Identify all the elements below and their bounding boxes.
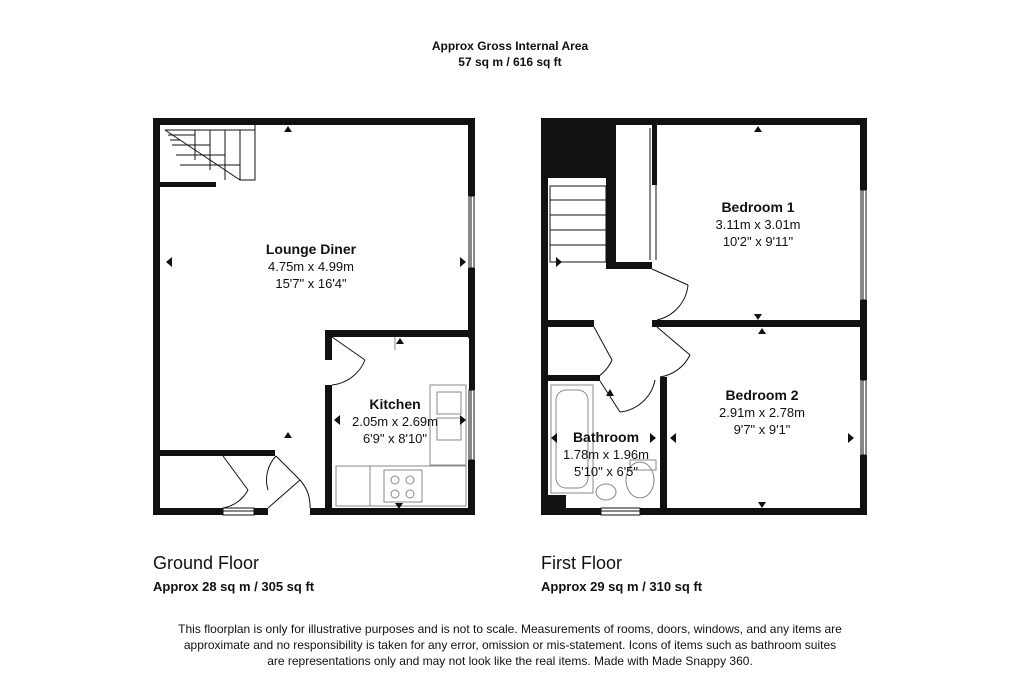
- room-imperial-kitchen: 6'9" x 8'10": [362, 431, 428, 446]
- room-label-bedroom-1: Bedroom 1: [721, 199, 795, 215]
- ground-floor-area: Approx 28 sq m / 305 sq ft: [153, 579, 315, 594]
- area-title: Approx Gross Internal Area: [431, 39, 589, 53]
- room-label-bathroom: Bathroom: [572, 429, 640, 445]
- disclaimer: [60, 621, 960, 669]
- disclaimer-line-1: This floorplan is only for illustrative purposes and is not to scale. Measurements of rooms, doors, windows, and any items are: [178, 622, 842, 636]
- room-metric-lounge-diner: 4.75m x 4.99m: [268, 259, 354, 274]
- ground-floor-title: Ground Floor: [153, 553, 260, 573]
- ground-floor-plan: [153, 118, 475, 515]
- first-floor-area: Approx 29 sq m / 310 sq ft: [541, 579, 703, 594]
- room-metric-bedroom-2: 2.91m x 2.78m: [719, 405, 805, 420]
- room-label-bedroom-2: Bedroom 2: [725, 387, 799, 403]
- room-imperial-lounge-diner: 15'7" x 16'4": [275, 276, 347, 291]
- room-imperial-bathroom: 5'10" x 6'5": [573, 464, 639, 479]
- room-metric-bedroom-1: 3.11m x 3.01m: [715, 217, 801, 232]
- room-imperial-bedroom-1: 10'2" x 9'11": [722, 234, 794, 249]
- disclaimer-line-2: approximate and no responsibility is taken for any error, omission or mis-statement. Icons of items such as bathroom suites: [183, 638, 837, 652]
- room-label-kitchen: Kitchen: [369, 396, 421, 412]
- room-imperial-bedroom-2: 9'7" x 9'1": [733, 422, 791, 437]
- first-floor-title: First Floor: [541, 553, 622, 573]
- room-label-lounge-diner: Lounge Diner: [265, 241, 357, 257]
- disclaimer-line-3: are representations only and may not look like the real items. Made with Made Snappy 360.: [267, 654, 753, 668]
- room-metric-kitchen: 2.05m x 2.69m: [352, 414, 438, 429]
- first-floor-plan: [541, 118, 867, 515]
- total-area: 57 sq m / 616 sq ft: [458, 55, 562, 69]
- room-metric-bathroom: 1.78m x 1.96m: [563, 447, 649, 462]
